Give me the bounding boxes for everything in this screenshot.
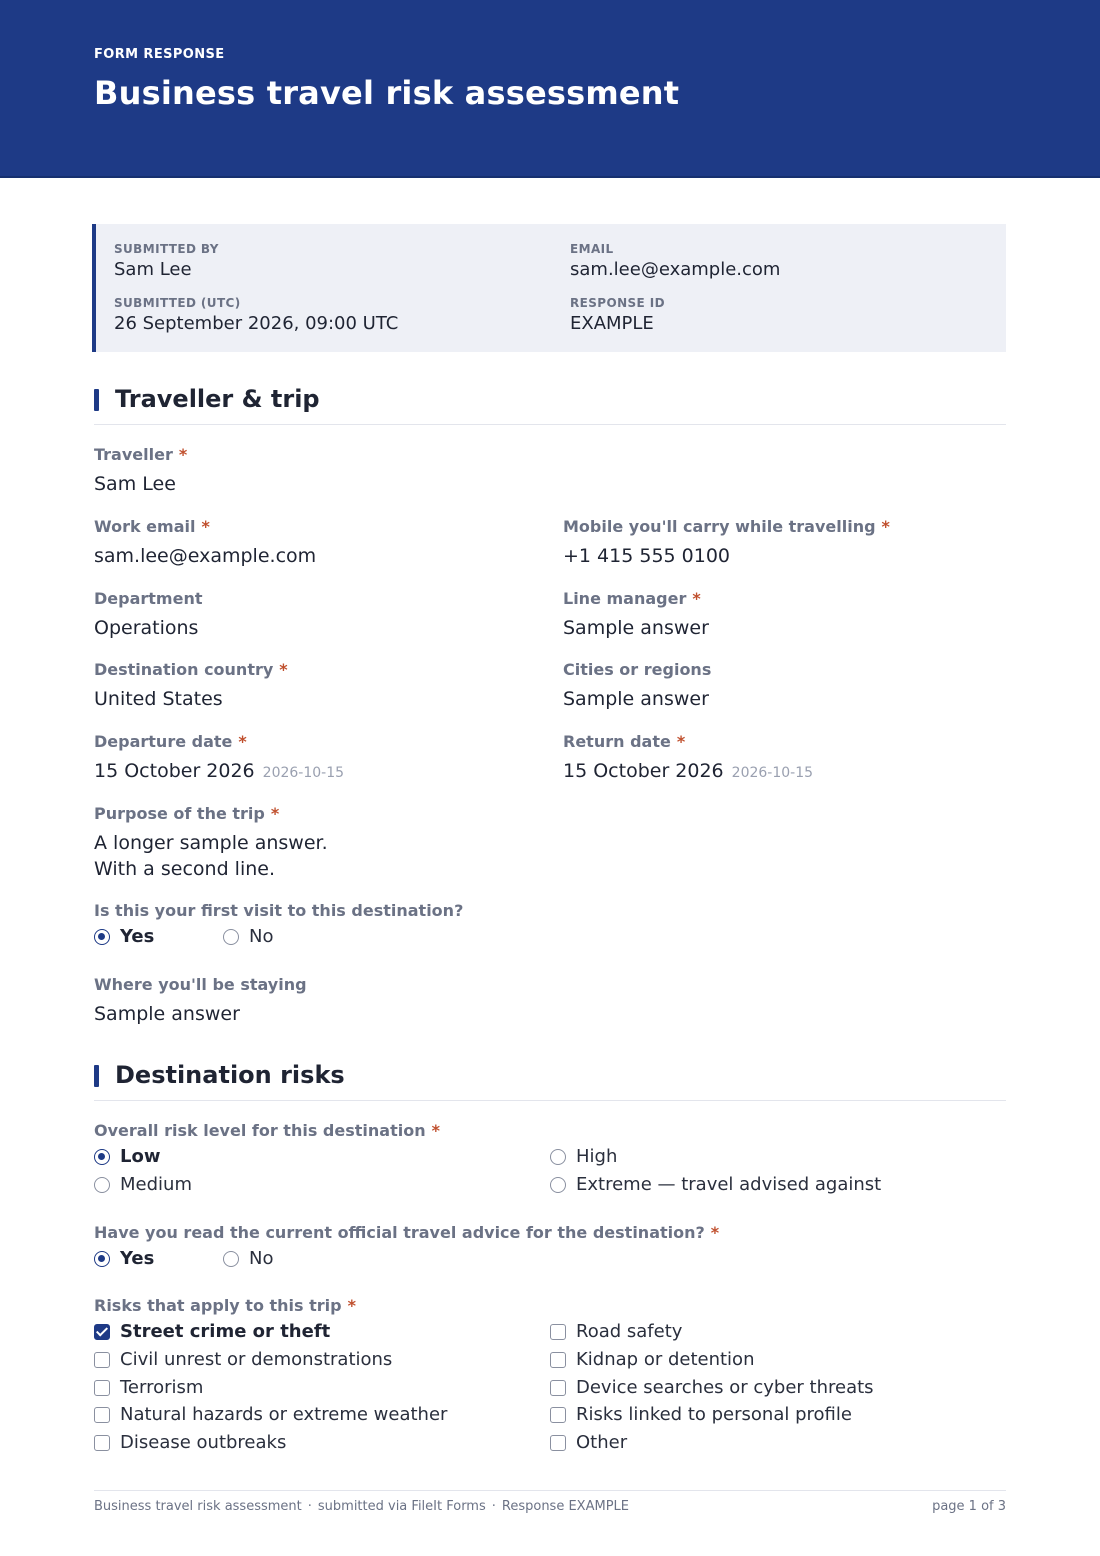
required-marker: *	[270, 804, 280, 823]
field-cities	[563, 660, 711, 712]
field-label: Traveller *	[94, 445, 188, 464]
footer-via: submitted via FileIt Forms	[317, 1499, 486, 1514]
footer-response: Response EXAMPLE	[501, 1499, 629, 1514]
field-label: Overall risk level for this destination *	[94, 1121, 440, 1140]
field-departure-date	[94, 732, 344, 786]
option-label: High	[576, 1146, 618, 1167]
footer-meta	[94, 1499, 629, 1514]
required-marker: *	[279, 660, 288, 679]
page-number: page 1 of 3	[932, 1499, 1006, 1514]
section-accent-bar	[94, 1065, 99, 1087]
option-label: Natural hazards or extreme weather	[120, 1404, 448, 1425]
iso-date: 2026-10-15	[262, 765, 345, 781]
field-label: Where you'll be staying	[94, 975, 307, 994]
radio-unselected-icon	[223, 929, 239, 945]
header-banner	[0, 0, 1100, 178]
field-line-manager	[563, 589, 709, 641]
field-value: Sam Lee	[94, 473, 176, 495]
option-label: Yes	[120, 926, 155, 947]
radio-unselected-icon	[550, 1177, 566, 1193]
section-heading-destination-risks	[94, 1061, 1006, 1101]
radio-unselected-icon	[550, 1149, 566, 1165]
field-traveller	[94, 445, 187, 497]
option-label: Risks linked to personal profile	[576, 1404, 852, 1425]
required-marker: *	[881, 517, 890, 536]
option-label: Device searches or cyber threats	[576, 1377, 874, 1398]
field-return-date	[563, 732, 813, 786]
field-value-line-2: With a second line.	[94, 858, 275, 880]
option-label: Yes	[120, 1248, 155, 1269]
response-id-label: RESPONSE ID	[570, 296, 665, 310]
option-label: Low	[120, 1146, 161, 1167]
required-marker: *	[238, 732, 247, 751]
radio-unselected-icon	[94, 1177, 110, 1193]
field-value: sam.lee@example.com	[94, 545, 317, 567]
required-marker: *	[710, 1223, 720, 1242]
field-label: Line manager *	[563, 589, 701, 608]
field-label: Mobile you'll carry while travelling *	[563, 517, 890, 536]
checkbox-unchecked-icon	[94, 1435, 110, 1451]
field-work-email	[94, 517, 316, 569]
field-applicable-risks	[94, 1296, 356, 1315]
radio-unselected-icon	[223, 1251, 239, 1267]
field-destination-country	[94, 660, 288, 712]
field-label: Departure date *	[94, 732, 247, 751]
required-marker: *	[692, 589, 701, 608]
option-label: No	[249, 926, 274, 947]
section-heading-traveller	[94, 385, 1006, 425]
checkbox-unchecked-icon	[550, 1435, 566, 1451]
page-title: Business travel risk assessment	[94, 74, 680, 112]
field-official-advice	[94, 1223, 719, 1242]
field-staying	[94, 975, 307, 1027]
iso-date: 2026-10-15	[731, 765, 814, 781]
field-value: 15 October 2026 2026-10-15	[563, 760, 814, 782]
radio-selected-icon	[94, 1251, 110, 1267]
field-value: Sample answer	[563, 688, 709, 710]
field-mobile	[563, 517, 890, 569]
option-label: Medium	[120, 1174, 192, 1195]
radio-selected-icon	[94, 929, 110, 945]
checkbox-unchecked-icon	[550, 1352, 566, 1368]
field-value-line-1: A longer sample answer.	[94, 832, 328, 854]
email-value: sam.lee@example.com	[570, 259, 781, 280]
field-label: Have you read the current official travel advice for the destination? *	[94, 1223, 720, 1242]
response-id-value: EXAMPLE	[570, 313, 654, 334]
field-value: Sample answer	[563, 617, 709, 639]
option-label: No	[249, 1248, 274, 1269]
section-accent-bar	[94, 389, 99, 411]
required-marker: *	[201, 517, 210, 536]
field-value: Sample answer	[94, 1003, 240, 1025]
field-label: Is this your first visit to this destination?	[94, 901, 464, 920]
submitted-utc-label: SUBMITTED (UTC)	[114, 296, 241, 310]
option-label: Other	[576, 1432, 628, 1453]
option-label: Disease outbreaks	[120, 1432, 287, 1453]
section-title: Destination risks	[115, 1061, 345, 1089]
field-purpose	[94, 804, 328, 882]
required-marker: *	[431, 1121, 440, 1140]
footer-separator: ·	[307, 1499, 312, 1514]
footer-separator: ·	[491, 1499, 496, 1514]
field-value: 15 October 2026 2026-10-15	[94, 760, 345, 782]
form-response-kicker: FORM RESPONSE	[94, 47, 225, 62]
field-label: Cities or regions	[563, 660, 712, 679]
checkbox-unchecked-icon	[94, 1352, 110, 1368]
checkbox-unchecked-icon	[550, 1380, 566, 1396]
field-label: Work email *	[94, 517, 210, 536]
option-label: Terrorism	[120, 1377, 204, 1398]
response-id	[570, 296, 665, 334]
field-label: Risks that apply to this trip *	[94, 1296, 356, 1315]
checkbox-unchecked-icon	[94, 1407, 110, 1423]
field-first-visit	[94, 901, 463, 920]
required-marker: *	[676, 732, 686, 751]
checkbox-checked-icon	[94, 1324, 110, 1340]
field-label: Destination country *	[94, 660, 288, 679]
field-value: +1 415 555 0100	[563, 545, 731, 567]
option-label: Kidnap or detention	[576, 1349, 755, 1370]
email-label: EMAIL	[570, 242, 614, 256]
footer-form-name: Business travel risk assessment	[94, 1499, 302, 1514]
option-label: Extreme — travel advised against	[576, 1174, 882, 1195]
option-label: Street crime or theft	[120, 1321, 331, 1342]
submitted-by-value: Sam Lee	[114, 259, 192, 280]
required-marker: *	[178, 445, 188, 464]
option-label: Road safety	[576, 1321, 683, 1342]
section-title: Traveller & trip	[115, 385, 320, 413]
field-value: Operations	[94, 617, 199, 639]
email	[570, 242, 780, 280]
field-label: Department	[94, 589, 203, 608]
radio-selected-icon	[94, 1149, 110, 1165]
field-department	[94, 589, 202, 641]
field-value: United States	[94, 688, 223, 710]
submitted-by	[114, 242, 219, 280]
option-label: Civil unrest or demonstrations	[120, 1349, 393, 1370]
field-risk-level	[94, 1121, 440, 1140]
page-footer	[94, 1490, 1006, 1514]
checkbox-unchecked-icon	[94, 1380, 110, 1396]
submitted-utc	[114, 296, 398, 334]
submitted-by-label: SUBMITTED BY	[114, 242, 219, 256]
required-marker: *	[347, 1296, 356, 1315]
submitted-utc-value: 26 September 2026, 09:00 UTC	[114, 313, 399, 334]
field-label: Purpose of the trip *	[94, 804, 280, 823]
submission-meta-panel	[92, 224, 1006, 352]
field-label: Return date *	[563, 732, 686, 751]
checkbox-unchecked-icon	[550, 1407, 566, 1423]
checkbox-unchecked-icon	[550, 1324, 566, 1340]
